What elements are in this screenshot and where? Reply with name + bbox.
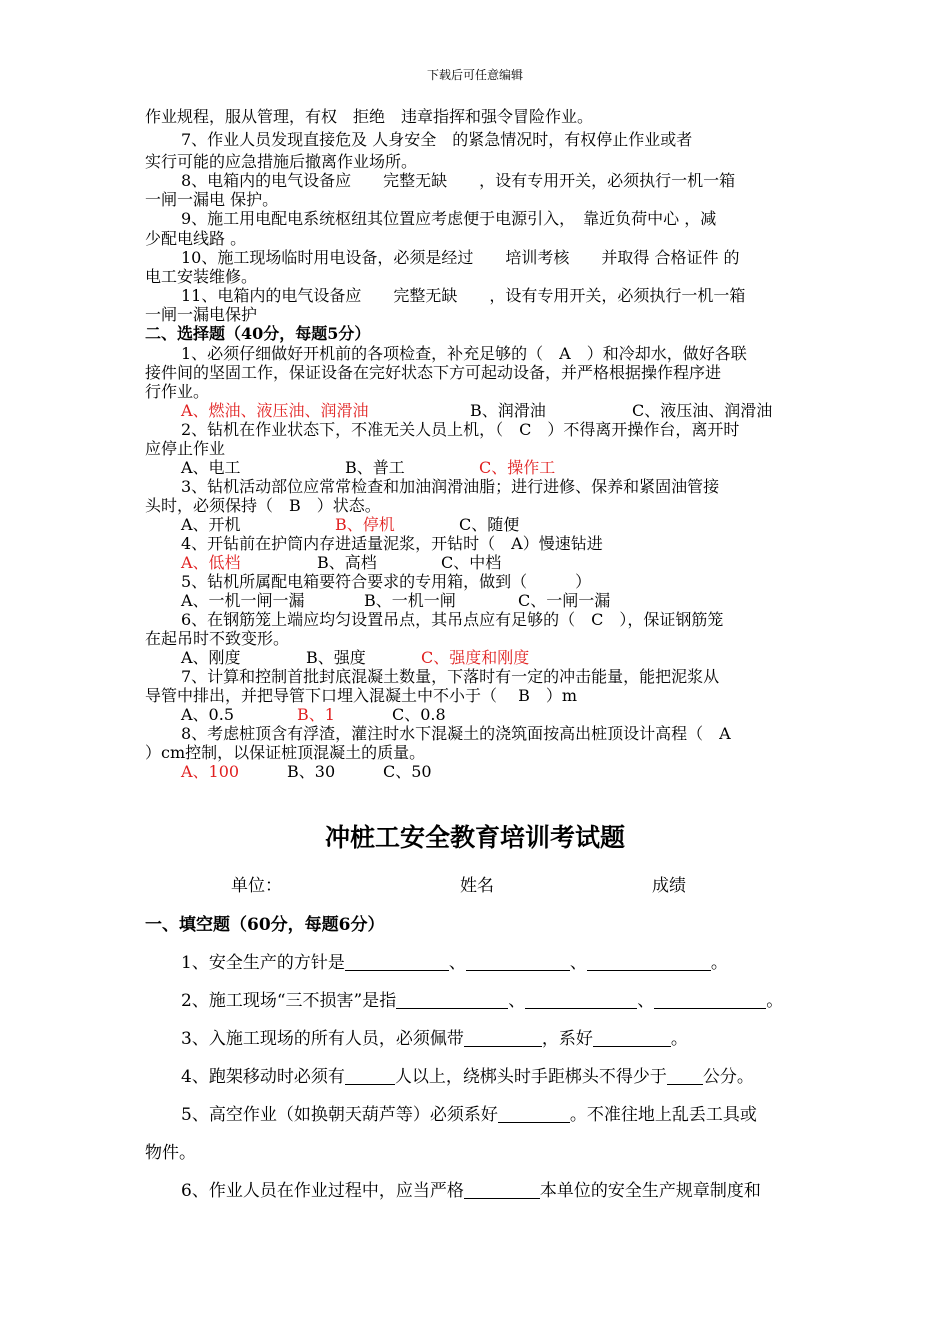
option-c: C、中档 <box>441 553 502 572</box>
text-line: 少配电线路 。 <box>145 229 247 248</box>
option-a: A、一机一闸一漏 <box>181 591 305 610</box>
choice-heading: 二、选择题（40分，每题5分） <box>145 324 371 343</box>
option-b: B、一机一闸 <box>364 591 456 610</box>
option-a: A、电工 <box>181 458 241 477</box>
option-b: B、高档 <box>317 553 377 572</box>
option-b: B、润滑油 <box>470 401 546 420</box>
score-label: 成绩 <box>652 876 686 896</box>
option-c: C、一闸一漏 <box>518 591 611 610</box>
text-line: 11、电箱内的电气设备应 完整无缺 ，设有专用开关，必须执行一机一箱 <box>181 286 746 305</box>
question-line: 导管中排出，并把导管下口埋入混凝土中不小于（ B ）m <box>145 686 578 705</box>
answer-blank[interactable] <box>466 954 570 971</box>
question-line: 接件间的坚固工作，保证设备在完好状态下方可起动设备，并严格根据操作程序进 <box>145 363 722 382</box>
question-line: 3、钻机活动部位应常常检查和加油润滑油脂；进行进修、保养和紧固油管接 <box>181 477 720 496</box>
question-line: 应停止作业 <box>145 439 226 458</box>
option-b-answer: B、停机 <box>335 515 395 534</box>
text-line: 7、作业人员发现直接危及 人身安全 的紧急情况时，有权停止作业或者 <box>181 130 693 149</box>
fill-question-4: 4、跑架移动时必须有 人以上，绕梆头时手距梆头不得少于 公分。 <box>181 1067 754 1087</box>
fill-question-6: 6、作业人员在作业过程中，应当严格 本单位的安全生产规章制度和 <box>181 1181 761 1201</box>
option-c-answer: C、强度和刚度 <box>421 648 530 667</box>
text-line: 10、施工现场临时用电设备，必须是经过 培训考核 并取得 合格证件 的 <box>181 248 740 267</box>
text-line: 9、施工用电配电系统枢纽其位置应考虑便于电源引入， 靠近负荷中心 ，减 <box>181 209 717 228</box>
option-a-answer: A、燃油、液压油、润滑油 <box>181 401 369 420</box>
answer-blank[interactable] <box>593 1030 671 1047</box>
fill-question-2: 2、施工现场“三不损害”是指 、 、 。 <box>181 991 784 1011</box>
answer-blank[interactable] <box>525 992 637 1009</box>
question-line: 5、钻机所属配电箱要符合要求的专用箱，做到（ ） <box>181 572 592 591</box>
unit-label: 单位： <box>231 876 282 896</box>
question-line: 2、钻机在作业状态下，不准无关人员上机，（ C ）不得离开操作台，离开时 <box>181 420 740 439</box>
answer-blank[interactable] <box>345 1068 395 1085</box>
answer-blank[interactable] <box>587 954 711 971</box>
answer-blank[interactable] <box>654 992 766 1009</box>
fill-question-5: 5、高空作业（如换朝天葫芦等）必须系好 。不准往地上乱丢工具或 <box>181 1105 757 1125</box>
question-line: 头时，必须保持（ B ）状态。 <box>145 496 381 515</box>
option-c: C、0.8 <box>392 705 446 724</box>
exam-title: 冲桩工安全教育培训考试题 <box>324 823 625 852</box>
option-b: B、强度 <box>306 648 366 667</box>
question-line: 在起吊时不致变形。 <box>145 629 290 648</box>
answer-blank[interactable] <box>464 1182 540 1199</box>
question-line: 6、在钢筋笼上端应均匀设置吊点，其吊点应有足够的（ C ），保证钢筋笼 <box>181 610 724 629</box>
question-line: 7、计算和控制首批封底混凝土数量，下落时有一定的冲击能量，能把泥浆从 <box>181 667 720 686</box>
answer-blank[interactable] <box>464 1030 542 1047</box>
option-c: C、随便 <box>459 515 520 534</box>
question-line: ）cm控制，以保证桩顶混凝土的质量。 <box>145 743 426 762</box>
option-c-answer: C、操作工 <box>479 458 556 477</box>
option-b-answer: B、1 <box>297 705 335 724</box>
option-a: A、0.5 <box>181 705 235 724</box>
text-line: 一闸一漏电保护 <box>145 305 258 324</box>
option-c: C、50 <box>383 762 432 781</box>
text-line: 一闸一漏电 保护。 <box>145 190 279 209</box>
question-line: 8、考虑桩顶含有浮渣，灌注时水下混凝土的浇筑面按高出桩顶设计高程（ A <box>181 724 731 743</box>
answer-blank[interactable] <box>396 992 508 1009</box>
name-label: 姓名 <box>460 876 494 896</box>
header-note: 下载后可任意编辑 <box>426 68 523 82</box>
question-line: 行作业。 <box>145 382 210 401</box>
question-line: 4、开钻前在护筒内存进适量泥浆，开钻时（ A）慢速钻进 <box>181 534 603 553</box>
option-b: B、普工 <box>345 458 405 477</box>
fill-question-1: 1、安全生产的方针是 、 、 。 <box>181 953 728 973</box>
fill-question-3: 3、入施工现场的所有人员，必须佩带 ，系好 。 <box>181 1029 688 1049</box>
fill-question-5-cont: 物件。 <box>145 1143 196 1163</box>
option-a-answer: A、低档 <box>181 553 241 572</box>
fill-heading: 一、填空题（60分，每题6分） <box>145 915 385 935</box>
option-a: A、开机 <box>181 515 241 534</box>
answer-blank[interactable] <box>498 1106 570 1123</box>
text-line: 作业规程，服从管理，有权 拒绝 违章指挥和强令冒险作业。 <box>145 107 594 126</box>
option-b: B、30 <box>287 762 336 781</box>
question-line: 1、必须仔细做好开机前的各项检查，补充足够的（ A ）和冷却水，做好各联 <box>181 344 747 363</box>
option-a-answer: A、100 <box>181 762 240 781</box>
option-c: C、液压油、润滑油 <box>632 401 773 420</box>
text-line: 电工安装维修。 <box>145 267 258 286</box>
answer-blank[interactable] <box>667 1068 703 1085</box>
text-line: 实行可能的应急措施后撤离作业场所。 <box>145 152 418 171</box>
text-line: 8、电箱内的电气设备应 完整无缺 ，设有专用开关，必须执行一机一箱 <box>181 171 736 190</box>
option-a: A、刚度 <box>181 648 241 667</box>
answer-blank[interactable] <box>345 954 449 971</box>
